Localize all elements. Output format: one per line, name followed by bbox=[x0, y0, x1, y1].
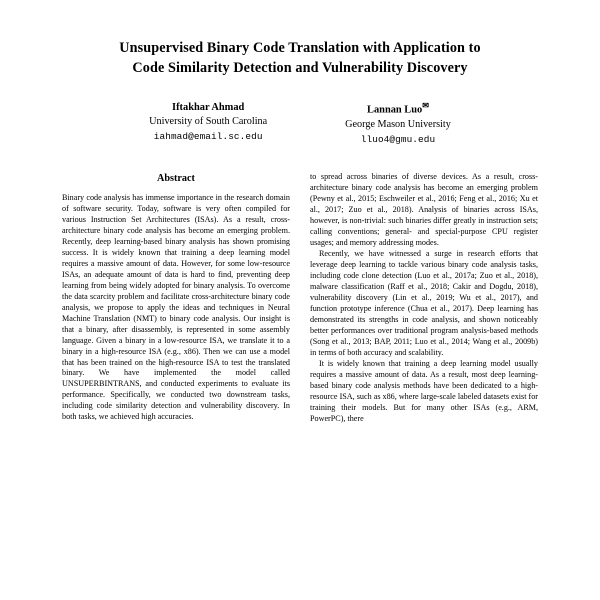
right-column bbox=[310, 172, 538, 424]
author-list bbox=[62, 100, 538, 146]
abstract-heading: Abstract bbox=[157, 173, 195, 185]
page-title bbox=[62, 38, 538, 78]
author-block bbox=[345, 100, 451, 146]
intro-paragraph-1: to spread across binaries of diverse devices. As a result, cross-architecture binary code analysis has become an emerging problem (Pewny et al., 2015; Eschweiler et al., 2016; Feng et al., 2016; Xu et al., 2017; Zuo et al., 2018). Analysis of binaries across ISAs, however, is non-trivial: such binaries differ greatly in instruction sets; calling conventions; general- and special-purpose CPU register usages; and memory addressing modes. bbox=[310, 172, 538, 248]
author-email[interactable]: iahmad@email.sc.edu bbox=[153, 131, 263, 143]
author-block bbox=[149, 100, 267, 146]
author-affiliation: George Mason University bbox=[345, 118, 451, 130]
title-line-2: Code Similarity Detection and Vulnerability Discovery bbox=[132, 60, 468, 77]
left-column bbox=[62, 172, 290, 424]
author-email[interactable]: lluo4@gmu.edu bbox=[360, 133, 436, 145]
author-name: Iftakhar Ahmad bbox=[172, 102, 245, 114]
intro-paragraph-3: It is widely known that training a deep learning model usually requires a massive amount of data. As a result, most deep learning-based binary code analysis methods have been dedicated to a high-resource ISA, such as x86, where large-scale labeled datasets exist for training their models. But for many other ISAs (e.g., ARM, PowerPC), there bbox=[310, 358, 538, 423]
body-columns bbox=[62, 172, 538, 424]
intro-paragraph-2: Recently, we have witnessed a surge in research efforts that leverage deep learning to tackle various binary code analysis tasks, including code clone detection (Luo et al., 2017a; Zuo et al., 2018), malware classification (Raff et al., 2018; Cakir and Dogdu, 2018), vulnerability discovery (Lin et al., 2019; Wu et al., 2017), and function prototype inference (Chua et al., 2017). Deep learning has demonstrated its strengths in code analysis, and shown noticeably better performances over traditional program analysis-based methods (Song et al., 2013; BAP, 2011; Luo et al., 2014; Wang et al., 2009b) in terms of both accuracy and scalability. bbox=[310, 249, 538, 357]
author-name-text: Lannan Luo bbox=[367, 104, 423, 116]
author-name bbox=[345, 100, 451, 118]
abstract-paragraph: Binary code analysis has immense importance in the research domain of software security. Today, software is very often compiled for various Instruction Set Architectures (ISAs). As a result, cross-architecture binary code analysis has become an emerging problem. Recently, deep learning-based binary analysis has shown promising success. It is widely known that training a deep learning model requires a massive amount of data. However, for some low-resource ISAs, an adequate amount of data is hard to find, preventing deep learning from being widely adopted for binary analysis. To overcome the data scarcity problem and facilitate cross-architecture binary code analysis, we propose to apply the ideas and techniques in Neural Machine Translation (NMT) to binary code analysis. Our insight is that a binary, after disassembly, is represented in some assembly language. Given a binary in a low-resource ISA, we translate it to a binary in a high-resource ISA (e.g., x86). Then we can use a model that has been trained on the high-resource ISA to test the translated binary. We have implemented the model called UNSUPERBINTRANS, and conducted experiments to evaluate its performance. Specifically, we conducted two downstream tasks, including code similarity detection and vulnerability discovery. In both tasks, we achieved high accuracies. bbox=[62, 192, 290, 422]
title-line-1: Unsupervised Binary Code Translation with Application to bbox=[119, 40, 481, 56]
author-affiliation: University of South Carolina bbox=[149, 116, 268, 128]
envelope-icon: ✉ bbox=[422, 101, 429, 111]
